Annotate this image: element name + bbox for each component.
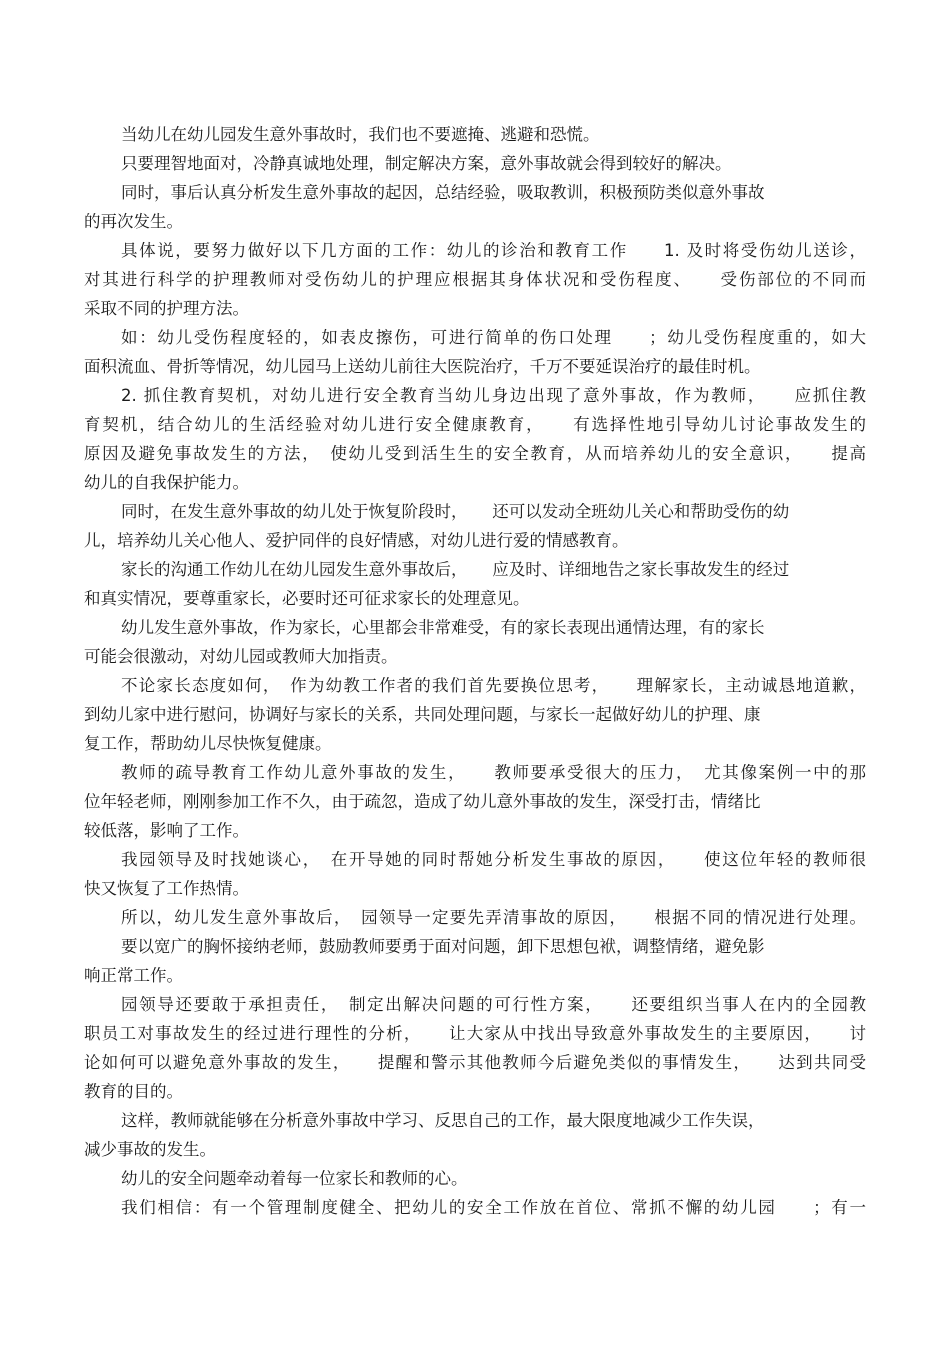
paragraph-line: 只要理智地面对，冷静真诚地处理，制定解决方案，意外事故就会得到较好的解决。 [121, 154, 732, 173]
paragraph-line: 响正常工作。 [84, 966, 183, 985]
paragraph-line: 育契机，结合幼儿的生活经验对幼儿进行安全健康教育， 有选择性地引导幼儿讨论事故发生的 [84, 415, 866, 434]
paragraph-line: 幼儿的安全问题牵动着每一位家长和教师的心。 [121, 1169, 468, 1188]
paragraph-line: 职员工对事故发生的经过进行理性的分析， 让大家从中找出导致意外事故发生的主要原因， 讨 [84, 1024, 866, 1043]
paragraph-line: 原因及避免事故发生的方法， 使幼儿受到活生生的安全教育，从而培养幼儿的安全意识， 提高 [84, 444, 866, 463]
paragraph-line: 较低落，影响了工作。 [84, 821, 249, 840]
paragraph-line: 如：幼儿受伤程度轻的，如表皮擦伤，可进行简单的伤口处理 ；幼儿受伤程度重的，如大 [121, 328, 866, 347]
paragraph-line: 我们相信：有一个管理制度健全、把幼儿的安全工作放在首位、常抓不懈的幼儿园 ；有一 [121, 1198, 866, 1217]
paragraph-line: 教育的目的。 [84, 1082, 183, 1101]
paragraph-line: 我园领导及时找她谈心， 在开导她的同时帮她分析发生事故的原因， 使这位年轻的教师很 [121, 850, 866, 869]
paragraph-line: 论如何可以避免意外事故的发生， 提醒和警示其他教师今后避免类似的事情发生， 达到共同受 [84, 1053, 866, 1072]
paragraph-line: 对其进行科学的护理教师对受伤幼儿的护理应根据其身体状况和受伤程度、 受伤部位的不同而 [84, 270, 866, 289]
paragraph-line: 家长的沟通工作幼儿在幼儿园发生意外事故后， 应及时、详细地告之家长事故发生的经过 [121, 560, 790, 579]
paragraph-line: 和真实情况，要尊重家长，必要时还可征求家长的处理意见。 [84, 589, 530, 608]
paragraph-line: 复工作，帮助幼儿尽快恢复健康。 [84, 734, 332, 753]
paragraph-line: 同时，事后认真分析发生意外事故的起因，总结经验，吸取教训，积极预防类似意外事故 [121, 183, 765, 202]
paragraph-line: 当幼儿在幼儿园发生意外事故时，我们也不要遮掩、逃避和恐慌。 [121, 125, 600, 144]
paragraph-line: 2. 抓住教育契机，对幼儿进行安全教育当幼儿身边出现了意外事故，作为教师， 应抓住教 [121, 386, 866, 405]
paragraph-line: 不论家长态度如何， 作为幼教工作者的我们首先要换位思考， 理解家长，主动诚恳地道歉， [121, 676, 866, 695]
paragraph-line: 位年轻老师，刚刚参加工作不久，由于疏忽，造成了幼儿意外事故的发生，深受打击，情绪比 [84, 792, 761, 811]
paragraph-line: 儿，培养幼儿关心他人、爱护同伴的良好情感，对幼儿进行爱的情感教育。 [84, 531, 629, 550]
paragraph-line: 快又恢复了工作热情。 [84, 879, 249, 898]
paragraph-line: 园领导还要敢于承担责任， 制定出解决问题的可行性方案， 还要组织当事人在内的全园教 [121, 995, 866, 1014]
paragraph-line: 采取不同的护理方法。 [84, 299, 249, 318]
paragraph-line: 到幼儿家中进行慰问，协调好与家长的关系，共同处理问题，与家长一起做好幼儿的护理、康 [84, 705, 761, 724]
paragraph-line: 具体说，要努力做好以下几方面的工作：幼儿的诊治和教育工作 1. 及时将受伤幼儿送诊， [121, 241, 866, 260]
paragraph-line: 这样，教师就能够在分析意外事故中学习、反思自己的工作，最大限度地减少工作失误， [121, 1111, 765, 1130]
paragraph-line: 要以宽广的胸怀接纳老师，鼓励教师要勇于面对问题，卸下思想包袱，调整情绪，避免影 [121, 937, 765, 956]
paragraph-line: 可能会很激动，对幼儿园或教师大加指责。 [84, 647, 398, 666]
document-body [84, 120, 866, 1222]
paragraph-line: 同时，在发生意外事故的幼儿处于恢复阶段时， 还可以发动全班幼儿关心和帮助受伤的幼 [121, 502, 790, 521]
paragraph-line: 面积流血、骨折等情况，幼儿园马上送幼儿前往大医院治疗，千万不要延误治疗的最佳时机。 [84, 357, 761, 376]
paragraph-line: 减少事故的发生。 [84, 1140, 216, 1159]
paragraph-line: 所以，幼儿发生意外事故后， 园领导一定要先弄清事故的原因， 根据不同的情况进行处理。 [121, 908, 866, 927]
paragraph-line: 幼儿发生意外事故，作为家长，心里都会非常难受，有的家长表现出通情达理，有的家长 [121, 618, 765, 637]
paragraph-line: 的再次发生。 [84, 212, 183, 231]
paragraph-line: 教师的疏导教育工作幼儿意外事故的发生， 教师要承受很大的压力， 尤其像案例一中的那 [121, 763, 866, 782]
paragraph-line: 幼儿的自我保护能力。 [84, 473, 249, 492]
